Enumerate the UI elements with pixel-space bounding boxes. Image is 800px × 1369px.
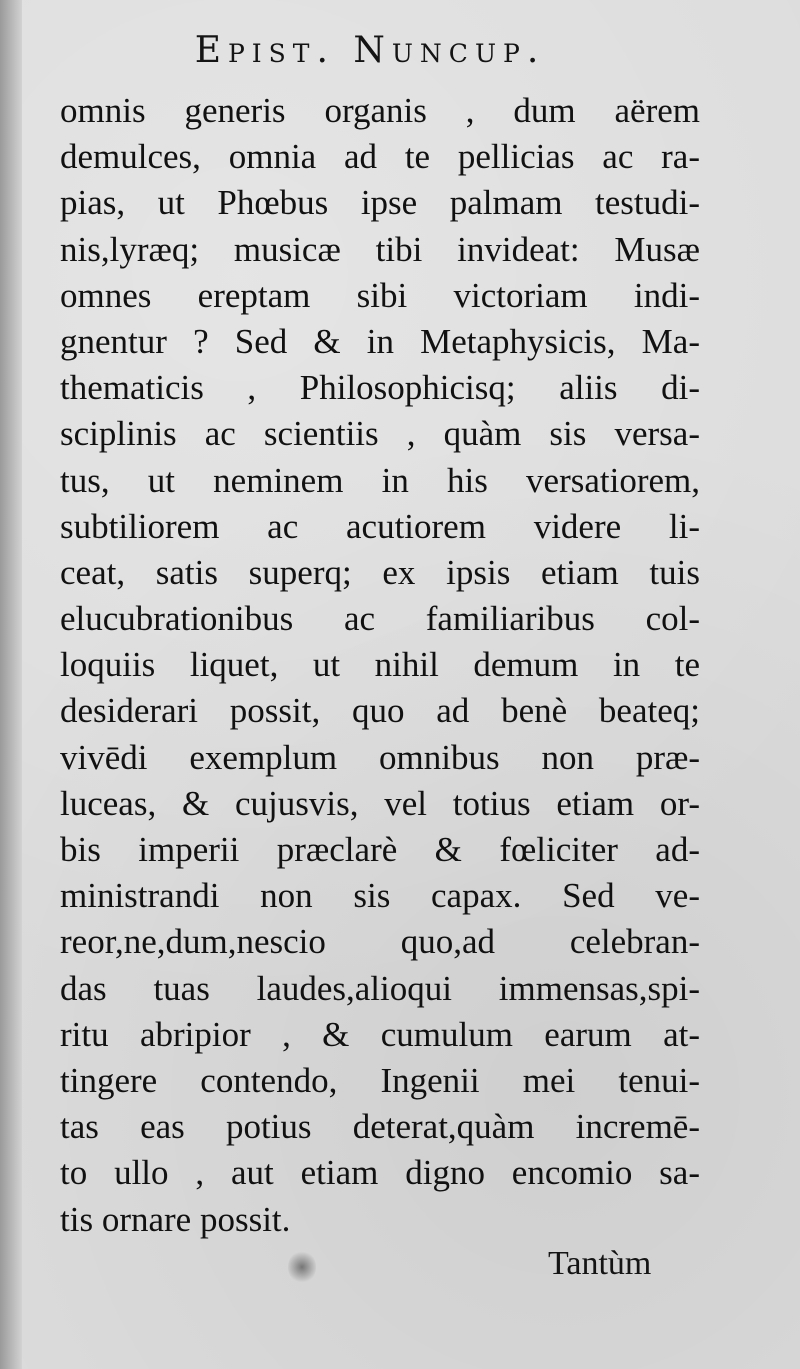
text-line: omnes ereptam sibi victoriam indi-: [60, 275, 700, 315]
text-line: bis imperii præclarè & fœliciter ad-: [60, 830, 700, 869]
text-line: tingere contendo, Ingenii mei tenui-: [60, 1060, 700, 1100]
text-line: pias, ut Phœbus ipse palmam testudi-: [60, 183, 700, 223]
text-line: demulces, omnia ad te pellicias ac ra-: [60, 137, 700, 177]
text-line: tus, ut neminem in his versatiorem,: [60, 460, 700, 500]
text-line: das tuas laudes,alioqui immensas,spi-: [60, 968, 700, 1008]
text-line: to ullo , aut etiam digno encomio sa-: [60, 1153, 700, 1193]
running-title: Epist. Nuncup.: [194, 30, 546, 71]
page-gutter-shadow: [0, 0, 22, 1369]
text-line: ceat, satis superq; ex ipsis etiam tuis: [60, 552, 700, 592]
text-line: desiderari possit, quo ad benè beateq;: [60, 691, 700, 731]
text-line: gnentur ? Sed & in Metaphysicis, Ma-: [60, 321, 700, 361]
text-line: luceas, & cujusvis, vel totius etiam or-: [60, 783, 700, 823]
text-line: sciplinis ac scientiis , quàm sis versa-: [60, 414, 700, 454]
text-line: thematicis , Philosophicisq; aliis di-: [60, 368, 700, 408]
ink-blot: [288, 1250, 316, 1284]
catchword: Tantùm: [548, 1245, 652, 1282]
text-line: nis,lyræq; musicæ tibi invideat: Musæ: [60, 229, 700, 269]
text-line: omnis generis organis , dum aërem: [60, 91, 700, 130]
text-line: reor,ne,dum,nescio quo,ad celebran-: [60, 922, 700, 962]
text-line: vivēdi exemplum omnibus non præ-: [60, 737, 700, 777]
text-line: subtiliorem ac acutiorem videre li-: [60, 506, 700, 546]
page-body-text: [60, 88, 700, 1243]
text-line: elucubrationibus ac familiaribus col-: [60, 599, 700, 639]
text-line-last: tis ornare possit.: [60, 1199, 291, 1239]
text-line: ministrandi non sis capax. Sed ve-: [60, 876, 700, 916]
text-line: tas eas potius deterat,quàm incremē-: [60, 1107, 700, 1147]
text-line: ritu abripior , & cumulum earum at-: [60, 1014, 700, 1054]
text-line: loquiis liquet, ut nihil demum in te: [60, 645, 700, 685]
